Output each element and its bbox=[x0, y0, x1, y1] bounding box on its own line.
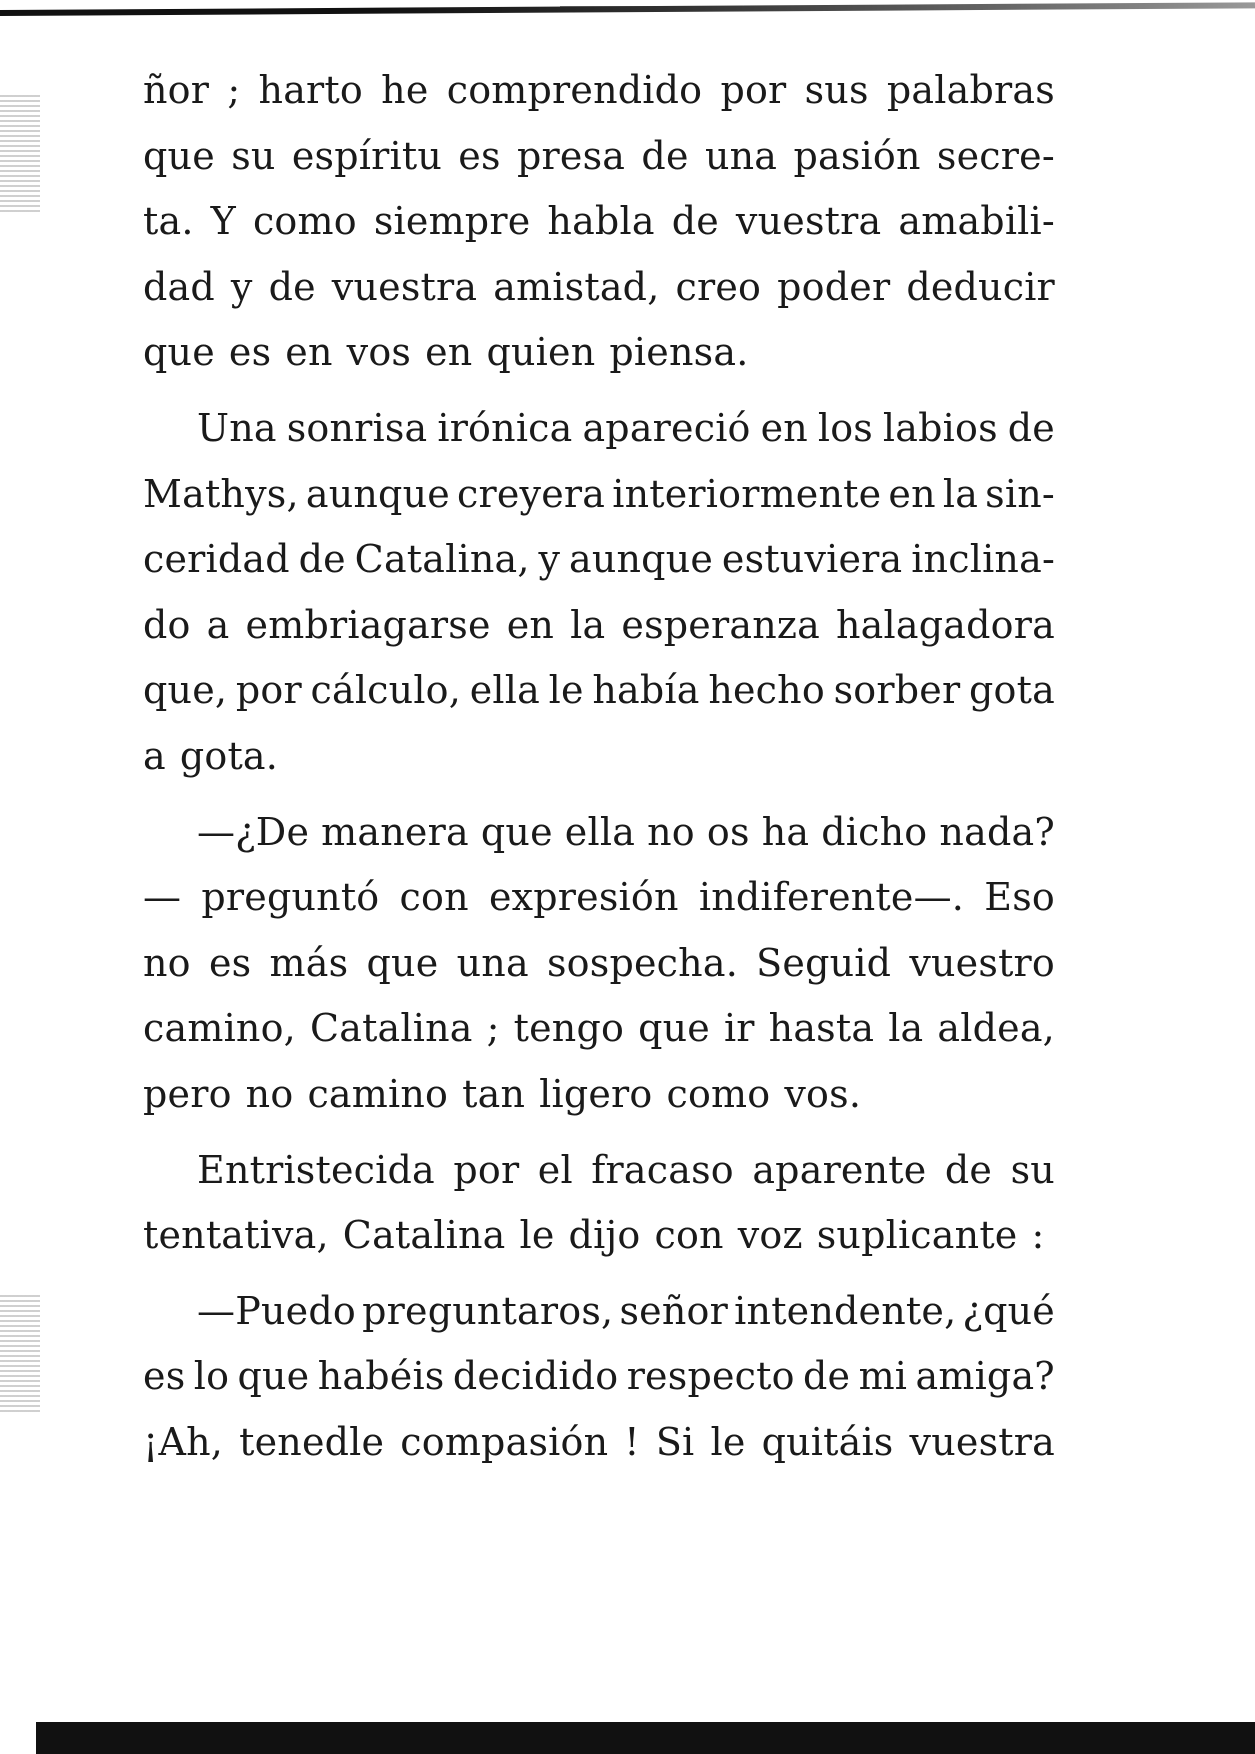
text-line: Entristecida por el fracaso aparente de su bbox=[197, 1147, 1055, 1192]
page-body-text bbox=[143, 58, 1055, 1475]
text-line: no es más que una sospecha. Seguid vuestro bbox=[143, 940, 1055, 985]
text-line: —Puedo preguntaros, señor intendente, ¿qué bbox=[197, 1288, 1055, 1333]
scan-speckle bbox=[0, 95, 40, 215]
paragraph-gap bbox=[143, 1269, 1055, 1279]
text-line: pero no camino tan ligero como vos. bbox=[143, 1071, 862, 1116]
scan-speckle bbox=[0, 1295, 40, 1415]
paragraph bbox=[143, 396, 1055, 790]
paragraph bbox=[143, 1279, 1055, 1476]
paragraph bbox=[143, 58, 1055, 386]
text-line: ceridad de Catalina, y aunque estuviera inclina- bbox=[143, 537, 1055, 582]
text-line: Una sonrisa irónica apareció en los labios de bbox=[197, 405, 1055, 450]
text-line: que su espíritu es presa de una pasión secre- bbox=[143, 133, 1055, 178]
text-line: do a embriagarse en la esperanza halagadora bbox=[143, 602, 1055, 647]
paragraph bbox=[143, 800, 1055, 1128]
text-line: —¿De manera que ella no os ha dicho nada? bbox=[197, 809, 1055, 854]
bottom-rule bbox=[36, 1722, 1255, 1754]
paragraph-gap bbox=[143, 386, 1055, 396]
text-line: es lo que habéis decidido respecto de mi amiga? bbox=[143, 1354, 1055, 1399]
text-line: dad y de vuestra amistad, creo poder deducir bbox=[143, 264, 1055, 309]
text-line: tentativa, Catalina le dijo con voz suplicante : bbox=[143, 1213, 1045, 1258]
paragraph-gap bbox=[143, 790, 1055, 800]
text-line: Mathys, aunque creyera interiormente en la sin- bbox=[143, 471, 1055, 516]
text-line: que es en vos en quien piensa. bbox=[143, 330, 749, 375]
paragraph-gap bbox=[143, 1128, 1055, 1138]
text-line: ¡Ah, tenedle compasión ! Si le quitáis vuestra bbox=[143, 1419, 1055, 1464]
text-line: ñor ; harto he comprendido por sus palabras bbox=[143, 68, 1055, 112]
text-line: ta. Y como siempre habla de vuestra amabili- bbox=[143, 199, 1055, 244]
text-line: camino, Catalina ; tengo que ir hasta la aldea, bbox=[143, 1006, 1055, 1051]
text-line: — preguntó con expresión indiferente—. Eso bbox=[143, 875, 1055, 920]
text-line: a gota. bbox=[143, 733, 279, 778]
paragraph bbox=[143, 1138, 1055, 1269]
text-line: que, por cálculo, ella le había hecho sorber gota bbox=[143, 668, 1055, 713]
top-rule bbox=[0, 2, 1255, 16]
